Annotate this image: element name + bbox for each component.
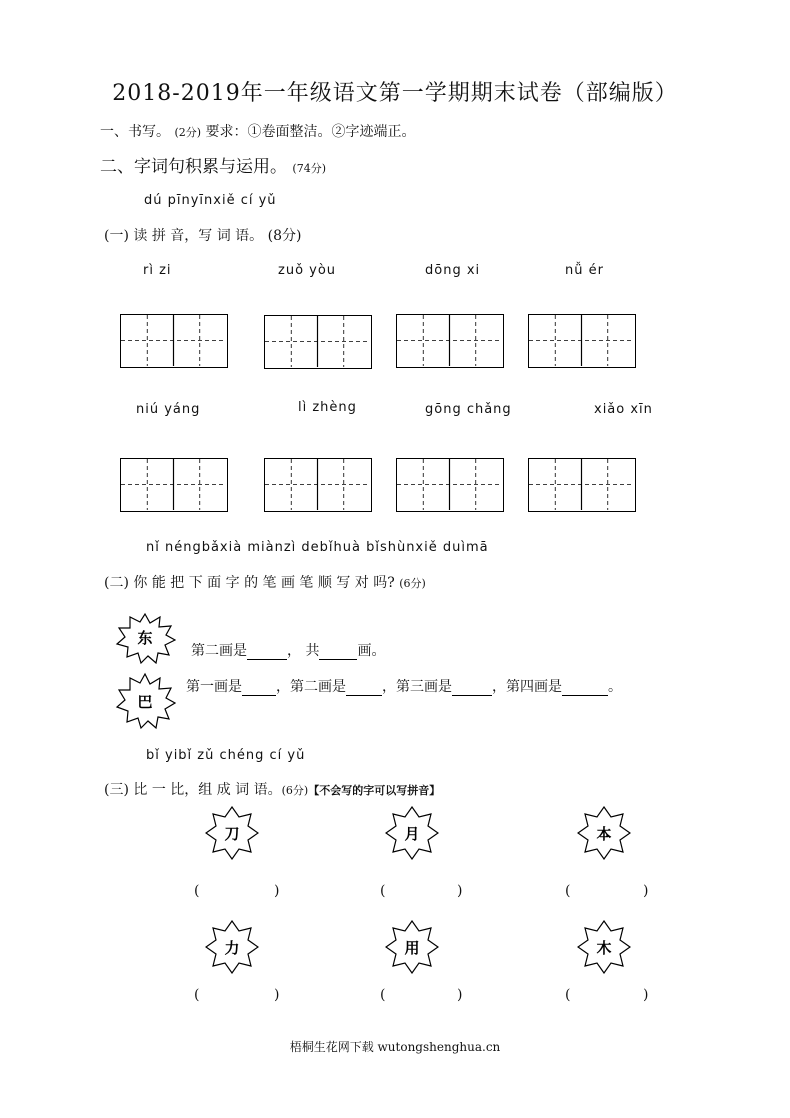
part3-note: 【不会写的字可以写拼音】: [308, 784, 441, 797]
writing-grid[interactable]: [528, 458, 636, 512]
octagram-icon: [385, 806, 439, 860]
answer-paren-open: (: [565, 883, 571, 899]
starburst-icon: [114, 672, 176, 730]
pinyin-word: nǚ ér: [565, 263, 604, 278]
pinyin-word: gōng chǎng: [425, 402, 512, 417]
footer: 梧桐生花网下载 wutongshenghua.cn: [289, 1040, 501, 1054]
compare-char: 木: [596, 939, 612, 957]
answer-paren-close: ): [274, 987, 280, 1003]
writing-grid[interactable]: [264, 315, 372, 369]
section-2-score: (74分): [292, 162, 326, 175]
compare-char: 力: [224, 939, 240, 957]
writing-grid[interactable]: [528, 314, 636, 368]
answer-blank[interactable]: [346, 679, 382, 696]
answer-blank[interactable]: [562, 679, 608, 696]
compare-char: 本: [596, 825, 612, 843]
answer-paren-close: ): [643, 883, 649, 899]
pinyin-word: lì zhèng: [298, 400, 357, 415]
answer-blank[interactable]: [242, 679, 276, 696]
octagram-icon: [577, 920, 631, 974]
compare-char: 用: [404, 939, 420, 957]
section-1-text: 要求：①卷面整洁。②字迹端正。: [205, 124, 416, 140]
writing-grid[interactable]: [120, 314, 228, 368]
section-1-label: 一、书写。: [100, 124, 170, 140]
octagram-icon: [385, 920, 439, 974]
part3-pinyin-title: bǐ yibǐ zǔ chéng cí yǔ: [146, 748, 306, 763]
part3-score: (6分): [281, 784, 309, 797]
answer-paren-close: ): [457, 883, 463, 899]
pinyin-word: dōng xi: [425, 263, 481, 278]
compare-char: 月: [404, 825, 420, 843]
page-title: 2018-2019年一年级语文第一学期期末试卷（部编版）: [112, 81, 678, 106]
section-1-score: (2分): [174, 126, 202, 139]
answer-paren-open: (: [565, 987, 571, 1003]
stroke-question-1: 第二画是 ， 共 画。: [191, 643, 386, 659]
answer-paren-open: (: [194, 883, 200, 899]
answer-paren-open: (: [380, 987, 386, 1003]
answer-blank[interactable]: [319, 643, 357, 660]
answer-paren-close: ): [274, 883, 280, 899]
answer-paren-open: (: [380, 883, 386, 899]
section-2-label: 二、字词句积累与运用。: [100, 157, 287, 177]
part2-pinyin-title: nǐ néngbǎxià miànzì debǐhuà bǐshùnxiě duìmā: [146, 540, 489, 555]
part2-heading: (二) 你 能 把 下 面 字 的 笔 画 笔 顺 写 对 吗? (6分): [104, 575, 426, 591]
octagram-icon: [205, 920, 259, 974]
section-1: [100, 121, 416, 141]
compare-char: 刀: [224, 825, 240, 843]
answer-blank[interactable]: [452, 679, 492, 696]
stroke-char: 巴: [137, 693, 153, 711]
pinyin-word: rì zi: [143, 263, 172, 278]
writing-grid[interactable]: [396, 314, 504, 368]
writing-grid[interactable]: [264, 458, 372, 512]
octagram-icon: [205, 806, 259, 860]
part1-heading: (一) 读 拼 音，写 词 语。 (8分): [104, 228, 302, 244]
starburst-icon: [114, 612, 176, 664]
answer-paren-close: ): [643, 987, 649, 1003]
answer-paren-close: ): [457, 987, 463, 1003]
section-2: [100, 152, 326, 177]
pinyin-word: xiǎo xīn: [594, 402, 653, 417]
stroke-question-2: 第一画是 ，第二画是 ，第三画是 ，第四画是 。: [186, 679, 622, 695]
stroke-char: 东: [137, 629, 153, 647]
writing-grid[interactable]: [120, 458, 228, 512]
pinyin-word: zuǒ yòu: [278, 263, 337, 278]
part3-heading: (三) 比 一 比，组 成 词 语。(6分)【不会写的字可以写拼音】: [104, 782, 441, 798]
part1-pinyin-title: dú pīnyīnxiě cí yǔ: [144, 193, 277, 208]
answer-paren-open: (: [194, 987, 200, 1003]
octagram-icon: [577, 806, 631, 860]
writing-grid[interactable]: [396, 458, 504, 512]
pinyin-word: niú yáng: [136, 402, 201, 417]
part2-score: (6分): [399, 577, 426, 590]
answer-blank[interactable]: [247, 643, 287, 660]
